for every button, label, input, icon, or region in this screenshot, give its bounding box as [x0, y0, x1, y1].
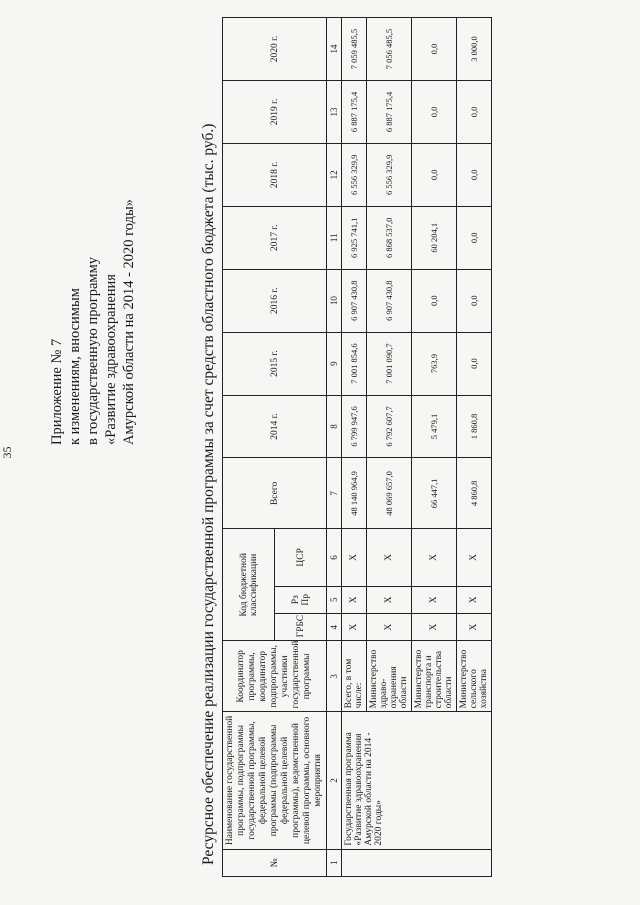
grbs-cell: X [457, 613, 492, 640]
appendix-line: в государственную программу [85, 256, 101, 445]
year-cell: 5 479,1 [412, 395, 457, 458]
year-cell: 6 887 175,4 [367, 80, 412, 143]
appendix-line: «Развитие здравоохранения [103, 274, 119, 445]
header-no: № [223, 849, 327, 876]
year-cell: 6 868 537,0 [367, 206, 412, 269]
rzpr-cell: X [342, 586, 367, 613]
column-number: 7 [327, 458, 342, 529]
coordinator-cell: Всего, в том числе: [342, 641, 367, 712]
header-coordinator: Координатор программы, координатор подпрограммы, участники государственной программы [223, 641, 327, 712]
year-cell: 1 860,8 [457, 395, 492, 458]
column-number: 9 [327, 332, 342, 395]
year-cell: 0,0 [457, 80, 492, 143]
csr-cell: X [412, 529, 457, 586]
year-cell: 0,0 [412, 269, 457, 332]
coordinator-cell: Министерство здраво-охранения области [367, 641, 412, 712]
year-cell: 6 556 329,9 [342, 143, 367, 206]
year-cell: 0,0 [457, 143, 492, 206]
header-row [223, 18, 275, 877]
year-cell: 6 887 175,4 [342, 80, 367, 143]
rzpr-cell: X [457, 586, 492, 613]
header-rzpr: Рз Пр [275, 586, 327, 613]
header-csr: ЦСР [275, 529, 327, 586]
year-cell: 0,0 [457, 269, 492, 332]
column-number: 1 [327, 849, 342, 876]
grbs-cell: X [412, 613, 457, 640]
csr-cell: X [457, 529, 492, 586]
column-number: 13 [327, 80, 342, 143]
year-cell: 6 799 947,6 [342, 395, 367, 458]
year-cell: 3 000,0 [457, 18, 492, 81]
table-row [342, 18, 367, 877]
header-year: 2015 г. [223, 332, 327, 395]
year-cell: 0,0 [412, 80, 457, 143]
column-number: 12 [327, 143, 342, 206]
total-cell: 66 447,1 [412, 458, 457, 529]
rzpr-cell: X [412, 586, 457, 613]
year-cell: 6 792 607,7 [367, 395, 412, 458]
year-cell: 0,0 [412, 18, 457, 81]
year-cell: 6 907 430,8 [367, 269, 412, 332]
column-number: 5 [327, 586, 342, 613]
rzpr-cell: X [367, 586, 412, 613]
column-number: 6 [327, 529, 342, 586]
row-number-cell [342, 849, 492, 876]
header-year: 2019 г. [223, 80, 327, 143]
year-cell: 0,0 [457, 206, 492, 269]
year-cell: 6 907 430,8 [342, 269, 367, 332]
column-number: 14 [327, 18, 342, 81]
total-cell: 48 140 964,9 [342, 458, 367, 529]
header-grbs: ГРБС [275, 613, 327, 640]
appendix-header [48, 199, 138, 445]
appendix-line: к изменениям, вносимым [67, 288, 83, 445]
csr-cell: X [342, 529, 367, 586]
appendix-line: Приложение № 7 [49, 338, 65, 445]
year-cell: 763,9 [412, 332, 457, 395]
column-number: 3 [327, 641, 342, 712]
total-cell: 4 860,8 [457, 458, 492, 529]
program-name: Государственная программа «Развитие здравоохранения Амурской области на 2014 - 2020 годы» [342, 712, 492, 849]
header-budget-code: Код бюджетной классификации [223, 529, 275, 641]
year-cell: 7 001 854,6 [342, 332, 367, 395]
total-cell: 48 069 657,0 [367, 458, 412, 529]
year-cell: 6 556 329,9 [367, 143, 412, 206]
coordinator-cell: Министерство сельского хозяйства [457, 641, 492, 712]
appendix-line: Амурской области на 2014 - 2020 годы» [121, 199, 137, 445]
page-number: 35 [0, 446, 14, 459]
column-number: 2 [327, 712, 342, 849]
grbs-cell: X [367, 613, 412, 640]
year-cell: 0,0 [412, 143, 457, 206]
column-number: 4 [327, 613, 342, 640]
grbs-cell: X [342, 613, 367, 640]
year-cell: 7 056 485,5 [367, 18, 412, 81]
header-year: 2020 г. [223, 18, 327, 81]
csr-cell: X [367, 529, 412, 586]
coordinator-cell: Министерство транспорта и строительства области [412, 641, 457, 712]
budget-table [222, 17, 492, 877]
column-number: 8 [327, 395, 342, 458]
header-total: Всего [223, 458, 327, 529]
header-name: Наименование государственной программы, подпрограммы государственной программы, федеральной целевой программы (подпрограммы федеральной целевой программы), ведомственной целевой программы, основного мероприятия [223, 712, 327, 849]
column-number: 10 [327, 269, 342, 332]
column-number: 11 [327, 206, 342, 269]
table-title: Ресурсное обеспечение реализации государственной программы за счет средств областного бюджета (тыс. руб.) [200, 123, 217, 865]
column-number-row [327, 18, 342, 877]
header-year: 2016 г. [223, 269, 327, 332]
year-cell: 0,0 [457, 332, 492, 395]
year-cell: 7 059 485,5 [342, 18, 367, 81]
year-cell: 6 925 741,1 [342, 206, 367, 269]
header-year: 2018 г. [223, 143, 327, 206]
header-year: 2014 г. [223, 395, 327, 458]
year-cell: 60 204,1 [412, 206, 457, 269]
year-cell: 7 001 090,7 [367, 332, 412, 395]
header-year: 2017 г. [223, 206, 327, 269]
